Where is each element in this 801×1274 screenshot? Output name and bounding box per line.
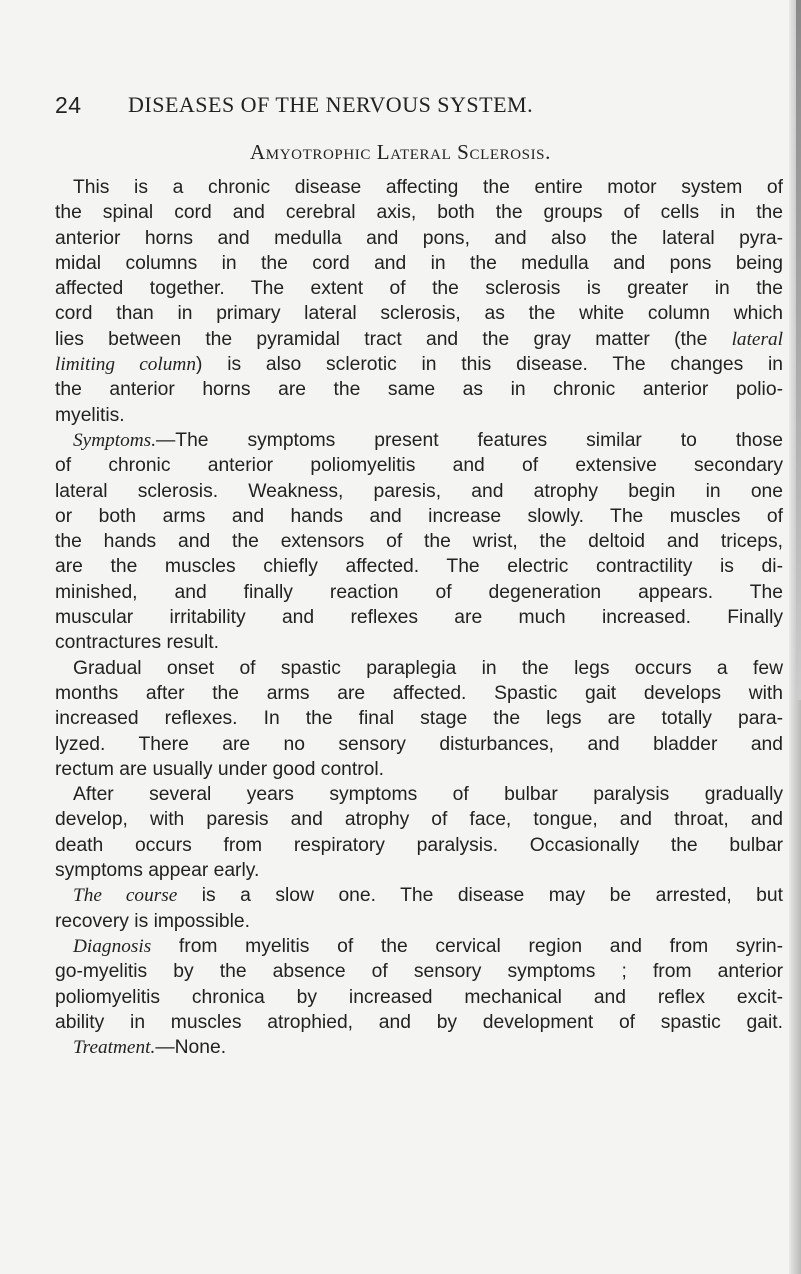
text-line (55, 327, 783, 352)
text-run: develop, with paresis and atrophy of face, tongue, and throat, and (55, 809, 783, 831)
text-run: symptoms appear early. (55, 860, 260, 882)
text-run: lyzed. There are no sensory disturbances, and bladder and (55, 733, 783, 755)
text-line (55, 656, 783, 681)
text-run: is a slow one. The disease may be arrested, but (177, 885, 783, 907)
text-run: minished, and finally reaction of degeneration appears. The (55, 581, 783, 603)
italic-run: The course (73, 885, 178, 907)
text-run: increased reflexes. In the final stage the legs are totally para- (55, 708, 783, 730)
page-number: 24 (55, 92, 82, 118)
text-run: muscular irritability and reflexes are much increased. Finally (55, 607, 783, 629)
text-run: This is a chronic disease affecting the entire motor system of (73, 177, 783, 198)
text-line (55, 529, 783, 554)
text-run: from myelitis of the cervical region and from syrin- (151, 935, 783, 957)
text-line (55, 630, 783, 655)
body-text (55, 175, 783, 1060)
page-edge-dark (796, 0, 801, 700)
text-line (55, 453, 783, 478)
text-line (55, 782, 783, 807)
text-run: recovery is impossible. (55, 910, 251, 932)
italic-run: limiting column (55, 354, 196, 376)
text-line (55, 909, 783, 934)
text-run: ability in muscles atrophied, and by development of spastic gait. (55, 1011, 783, 1033)
text-line (55, 403, 783, 428)
text-line (55, 858, 783, 883)
text-run: months after the arms are affected. Spastic gait develops with (55, 682, 783, 704)
text-run: go-myelitis by the absence of sensory symptoms ; from anterior (55, 961, 783, 983)
text-line (55, 200, 783, 225)
text-run: anterior horns and medulla and pons, and also the lateral pyra- (55, 227, 783, 249)
text-line (55, 883, 783, 908)
text-run: contractures result. (55, 632, 219, 654)
text-line (55, 807, 783, 832)
italic-run: Symptoms. (73, 429, 157, 451)
text-run: —None. (155, 1037, 227, 1059)
text-run: ) is also sclerotic in this disease. The changes in (196, 354, 784, 376)
text-run: or both arms and hands and increase slowly. The muscles of (55, 505, 783, 527)
text-line (55, 428, 783, 453)
text-run: After several years symptoms of bulbar paralysis gradually (73, 784, 783, 806)
italic-run: Treatment. (73, 1037, 156, 1059)
text-run: of chronic anterior poliomyelitis and of extensive secondary (55, 455, 783, 477)
text-line (55, 833, 783, 858)
running-head: DISEASES OF THE NERVOUS SYSTEM. (128, 92, 534, 117)
text-line (55, 276, 783, 301)
text-run: the anterior horns are the same as in chronic anterior polio- (55, 379, 783, 401)
text-line (55, 226, 783, 251)
text-run: Gradual onset of spastic paraplegia in the legs occurs a few (73, 657, 783, 679)
text-line (55, 934, 783, 959)
text-line (55, 479, 783, 504)
text-line (55, 175, 783, 200)
text-run: —The symptoms present features similar to those (156, 429, 783, 451)
text-line (55, 706, 783, 731)
text-line (55, 377, 783, 402)
text-line (55, 1010, 783, 1035)
text-line (55, 732, 783, 757)
text-run: cord than in primary lateral sclerosis, as the white column which (55, 303, 783, 325)
text-line (55, 580, 783, 605)
text-line (55, 352, 783, 377)
text-run: the spinal cord and cerebral axis, both the groups of cells in the (55, 202, 783, 224)
text-run: lies between the pyramidal tract and the gray matter (the (55, 328, 732, 350)
text-line (55, 605, 783, 630)
text-run: midal columns in the cord and in the medulla and pons being (55, 252, 783, 274)
text-run: death occurs from respiratory paralysis. Occasionally the bulbar (55, 834, 783, 856)
text-line (55, 959, 783, 984)
text-line (55, 757, 783, 782)
section-title: Amyotrophic Lateral Sclerosis. (250, 140, 551, 164)
text-line (55, 985, 783, 1010)
text-run: poliomyelitis chronica by increased mechanical and reflex excit- (55, 986, 783, 1008)
text-line (55, 1035, 783, 1060)
text-line (55, 301, 783, 326)
italic-run: Diagnosis (73, 935, 152, 957)
text-run: affected together. The extent of the sclerosis is greater in the (55, 278, 783, 300)
text-run: the hands and the extensors of the wrist, the deltoid and triceps, (55, 531, 783, 553)
text-line (55, 251, 783, 276)
text-run: myelitis. (55, 404, 125, 426)
text-line (55, 554, 783, 579)
text-run: lateral sclerosis. Weakness, paresis, and atrophy begin in one (55, 480, 783, 502)
text-line (55, 504, 783, 529)
text-run: are the muscles chiefly affected. The electric contractility is di- (55, 556, 783, 578)
text-run: rectum are usually under good control. (55, 758, 385, 780)
italic-run: lateral (731, 328, 783, 350)
text-line (55, 681, 783, 706)
